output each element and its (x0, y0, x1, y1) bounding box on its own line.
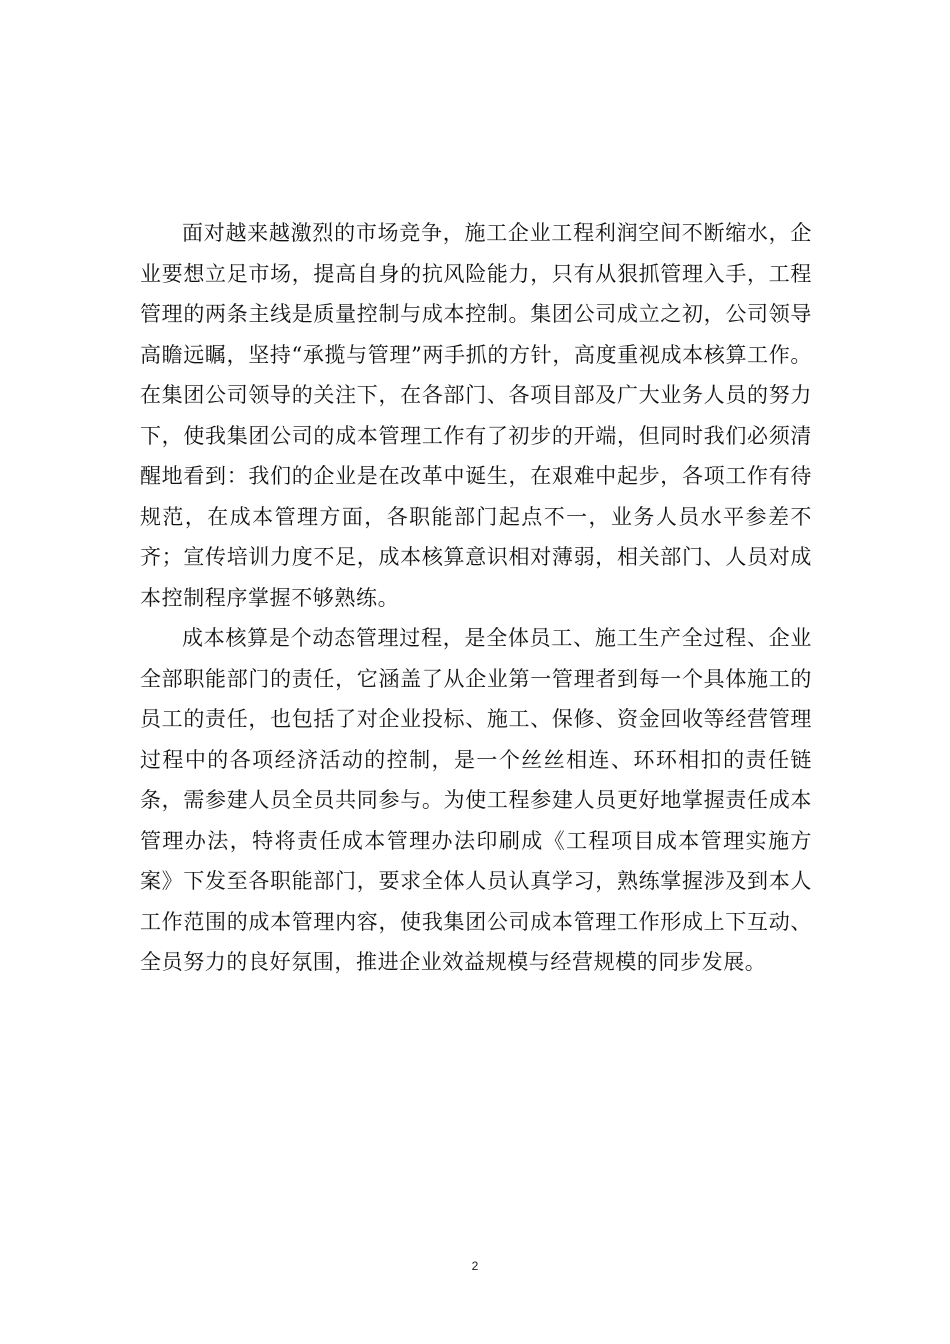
paragraph-2: 成本核算是个动态管理过程，是全体员工、施工生产全过程、企业全部职能部门的责任，它涵盖了从企业第一管理者到每一个具体施工的员工的责任，也包括了对企业投标、施工、保修、资金回收等经营管理过程中的各项经济活动的控制，是一个丝丝相连、环环相扣的责任链条，需参建人员全员共同参与。为使工程参建人员更好地掌握责任成本管理办法，特将责任成本管理办法印刷成《工程项目成本管理实施方案》下发至各职能部门，要求全体人员认真学习，熟练掌握涉及到本人工作范围的成本管理内容，使我集团公司成本管理工作形成上下互动、全员努力的良好氛围，推进企业效益规模与经营规模的同步发展。 (140, 626, 812, 974)
body-text (140, 213, 812, 983)
page-number: 2 (471, 1259, 479, 1273)
paragraph-1: 面对越来越激烈的市场竞争，施工企业工程利润空间不断缩水，企业要想立足市场，提高自身的抗风险能力，只有从狠抓管理入手，工程管理的两条主线是质量控制与成本控制。集团公司成立之初，公司领导高瞻远瞩，坚持“承揽与管理”两手抓的方针，高度重视成本核算工作。在集团公司领导的关注下，在各部门、各项目部及广大业务人员的努力下，使我集团公司的成本管理工作有了初步的开端，但同时我们必须清醒地看到：我们的企业是在改革中诞生，在艰难中起步，各项工作有待规范，在成本管理方面，各职能部门起点不一，业务人员水平参差不齐；宣传培训力度不足，成本核算意识相对薄弱，相关部门、人员对成本控制程序掌握不够熟练。 (140, 221, 812, 610)
